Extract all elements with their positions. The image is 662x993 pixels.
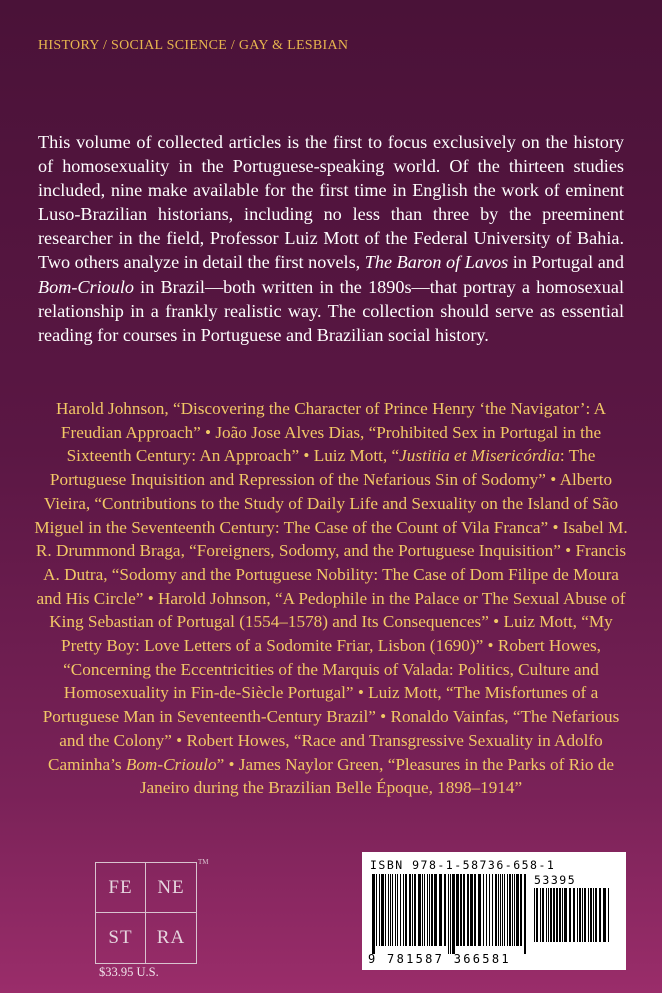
barcode-bar — [569, 888, 571, 942]
barcode-bar — [562, 888, 563, 942]
isbn-label: ISBN 978-1-58736-658-1 — [370, 858, 556, 872]
barcode-bar — [507, 874, 508, 946]
barcode-bar — [603, 888, 606, 942]
price-addon-code: 53395 — [534, 873, 577, 887]
barcode-bar — [385, 874, 386, 946]
barcode-bar — [564, 888, 567, 942]
barcode-bar — [548, 888, 549, 942]
barcode-bar — [502, 874, 503, 946]
barcode-bar — [409, 874, 411, 946]
barcode-bar — [414, 874, 416, 946]
logo-cell: FE — [96, 863, 146, 913]
barcode-addon-bars — [534, 888, 614, 950]
barcode-bar — [376, 874, 377, 946]
barcode-bar — [463, 874, 465, 946]
barcode-bar — [582, 888, 583, 942]
barcode-bar — [584, 888, 586, 942]
barcode-bar — [439, 874, 442, 946]
barcode-bar — [524, 874, 526, 954]
barcode-bar — [520, 874, 522, 946]
isbn-barcode — [362, 852, 626, 970]
barcode-bar — [486, 874, 487, 946]
barcode-bar — [540, 888, 541, 942]
barcode-bar — [556, 888, 558, 942]
barcode-bar — [379, 874, 380, 946]
logo-cell: RA — [156, 927, 186, 948]
barcode-bar — [427, 874, 428, 946]
barcode-bar — [429, 874, 430, 946]
book-description: This volume of collected articles is the first to focus exclusively on the history of homosexuality in the Portuguese-speaking world. Of the thirteen studies included, nine make available for the first time in English the work of eminent Luso-Brazilian historians, including no less than three by the preeminent researcher in the field, Professor Luiz Mott of the Federal University of Bahia. Two others analyze in detail the first novels, The Baron of Lavos in Portugal and Bom-Crioulo in Brazil—both written in the 1890s—that portray a homosexual relationship in a frankly realistic way. The collection should serve as essential reading for courses in Portuguese and Brazilian social history. — [38, 132, 624, 345]
barcode-bar — [483, 874, 484, 946]
barcode-bar — [559, 888, 561, 942]
barcode-bar — [546, 888, 547, 942]
barcode-bar — [418, 874, 421, 946]
barcode-bar — [489, 874, 490, 946]
barcode-bar — [390, 874, 391, 946]
barcode-main-bars — [372, 874, 530, 954]
barcode-bar — [460, 874, 462, 946]
barcode-bar — [495, 874, 497, 946]
barcode-bar — [579, 888, 581, 942]
novel-title-baron-of-lavos: The Baron of Lavos — [364, 252, 509, 273]
barcode-bar — [593, 888, 594, 942]
barcode-bar — [512, 874, 513, 946]
barcode-bar — [498, 874, 499, 946]
barcode-bar — [388, 874, 389, 946]
barcode-bar — [452, 874, 455, 954]
novel-title-bom-crioulo: Bom-Crioulo — [38, 276, 134, 297]
barcode-bar — [470, 874, 473, 946]
barcode-bar — [403, 874, 404, 946]
barcode-bar — [422, 874, 423, 946]
publisher-logo — [95, 862, 197, 964]
barcode-bar — [448, 874, 449, 954]
barcode-bar — [534, 888, 535, 942]
barcode-bar — [372, 874, 375, 954]
barcode-bar — [516, 874, 519, 946]
barcode-bar — [492, 874, 493, 946]
barcode-bar — [590, 888, 592, 942]
barcode-bar — [595, 888, 597, 942]
trademark-mark: TM — [198, 858, 209, 866]
barcode-bar — [599, 888, 601, 942]
price-label: $33.95 U.S. — [99, 965, 159, 979]
barcode-bar — [536, 888, 538, 942]
barcode-bar — [504, 874, 505, 946]
barcode-bar — [412, 874, 413, 946]
category-label: HISTORY / SOCIAL SCIENCE / GAY & LESBIAN — [38, 38, 349, 53]
barcode-bar — [608, 888, 609, 942]
barcode-digits: 9 781587 366581 — [368, 952, 511, 966]
barcode-bar — [431, 874, 433, 946]
barcode-bar — [405, 874, 407, 946]
barcode-bar — [573, 888, 575, 942]
barcode-bar — [467, 874, 469, 946]
barcode-bar — [395, 874, 396, 946]
barcode-bar — [450, 874, 451, 954]
barcode-bar — [392, 874, 393, 946]
barcode-bar — [434, 874, 437, 946]
barcode-bar — [397, 874, 398, 946]
logo-cell: NE — [146, 863, 196, 913]
barcode-bar — [456, 874, 459, 946]
barcode-bar — [400, 874, 401, 946]
barcode-bar — [588, 888, 589, 942]
contents-list: Harold Johnson, “Discovering the Character of Prince Henry ‘the Navigator’: A Freudian Approach” • João Jose Alves Dias, “Prohibited Sex in Portugal in the Sixteenth Century: An Approach” • Luiz Mott, “Justitia et Misericórdia: The Portuguese Inquisition and Repression of the Nefarious Sin of Sodomy” • Alberto Vieira, “Contributions to the Study of Daily Life and Sexuality on the Island of São Miguel in the Seventeenth Century: The Case of the Count of Vila Franca” • Isabel M. R. Drummond Braga, “Foreigners, Sodomy, and the Portuguese Inquisition” • Francis A. Dutra, “Sodomy and the Portuguese Nobility: The Case of Dom Filipe de Moura and His Circle” • Harold Johnson, “A Pedophile in the Palace or The Sexual Abuse of King Sebastian of Portugal (1554–1578) and Its Consequences” • Luiz Mott, “My Pretty Boy: Love Letters of a Sodomite Friar, Lisbon (1690)” • Robert Howes, “Concerning the Eccentricities of the Marquis of Valada: Politics, Culture and Homosexuality in Fin-de-Siècle Portugal” • Luiz Mott, “The Misfortunes of a Portuguese Man in Seventeenth-Century Brazil” • Ronaldo Vainfas, “The Nefarious and the Colony” • Robert Howes, “Race and Transgressive Sexuality in Adolfo Caminha’s Bom-Crioulo” • James Naylor Green, “Pleasures in the Parks of Rio de Janeiro during the Brazilian Belle Époque, 1898–1914” — [34, 399, 628, 798]
logo-cell: ST — [96, 913, 146, 963]
barcode-bar — [514, 874, 515, 946]
barcode-bar — [381, 874, 384, 946]
barcode-bar — [553, 888, 555, 942]
barcode-bar — [509, 874, 511, 946]
barcode-bar — [500, 874, 501, 946]
barcode-bar — [478, 874, 481, 946]
barcode-bar — [542, 888, 544, 942]
barcode-bar — [550, 888, 552, 942]
barcode-bar — [444, 874, 446, 946]
barcode-bar — [577, 888, 578, 942]
barcode-bar — [474, 874, 476, 946]
barcode-bar — [424, 874, 425, 946]
